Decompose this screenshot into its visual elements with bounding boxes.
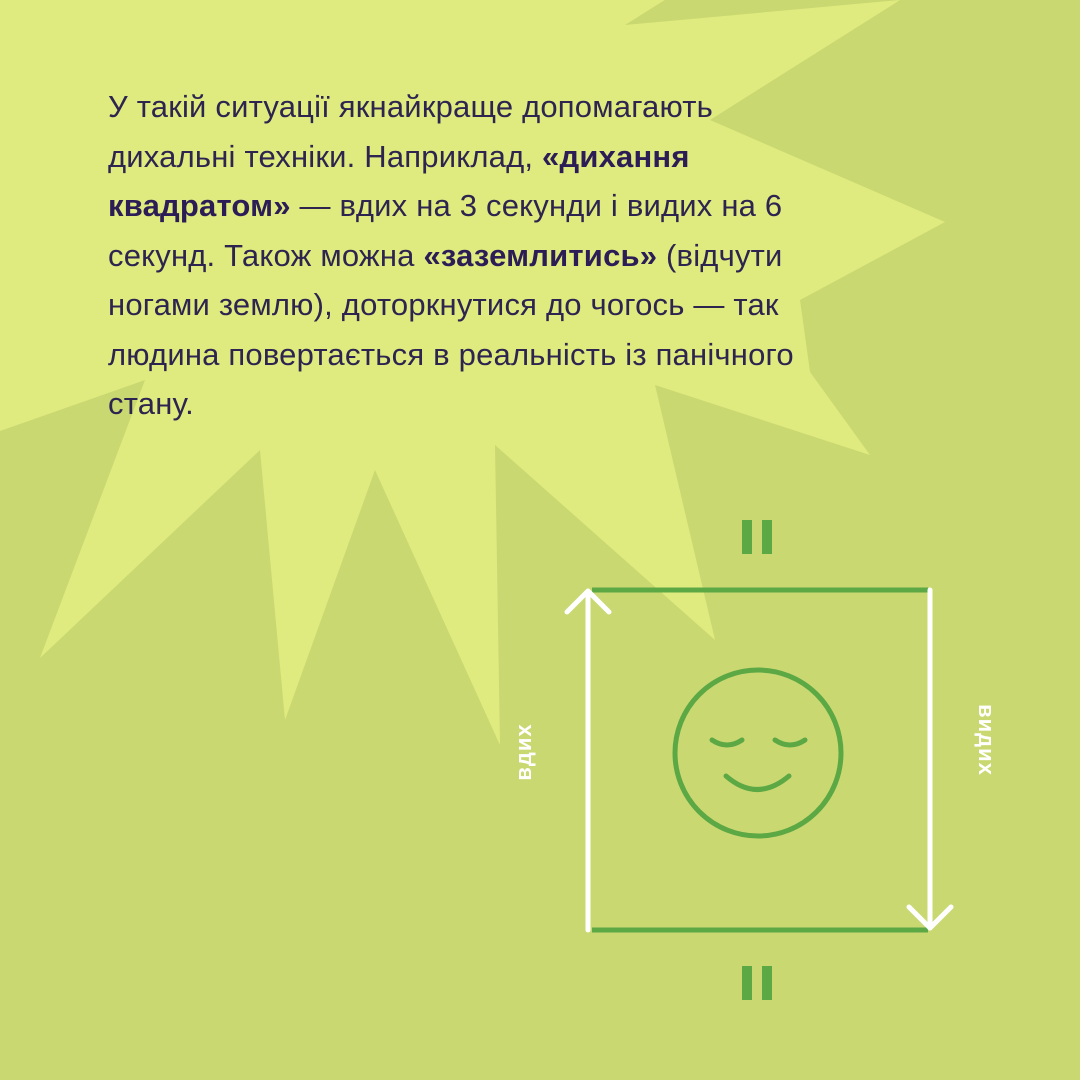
hold-marker-bottom xyxy=(742,966,772,1000)
highlight-box-breathing: «дихання квадратом» xyxy=(108,138,690,223)
highlight-grounding: «заземлитись» xyxy=(423,237,658,273)
pause-icon-bar-right xyxy=(762,520,772,554)
exhale-arrow-down-icon xyxy=(909,590,951,928)
inhale-label: вдих xyxy=(511,723,536,781)
text-part-1: У такій ситуації якнайкраще допомагають дихальні техніки. Наприклад, xyxy=(108,89,713,174)
text-part-3: (відчути ногами землю), доторкнутися до чогось — так людина повертається в реальність із панічного стану. xyxy=(108,237,794,421)
pause-icon-bar-right xyxy=(762,966,772,1000)
calm-face-icon xyxy=(675,670,841,836)
exhale-label: видих xyxy=(974,704,999,776)
inhale-arrow-up-icon xyxy=(567,591,609,930)
hold-marker-top xyxy=(742,520,772,554)
text-part-2: — вдих на 3 секунди і видих на 6 секунд. Також можна xyxy=(108,188,783,273)
pause-icon-bar-left xyxy=(742,966,752,1000)
pause-icon-bar-left xyxy=(742,520,752,554)
